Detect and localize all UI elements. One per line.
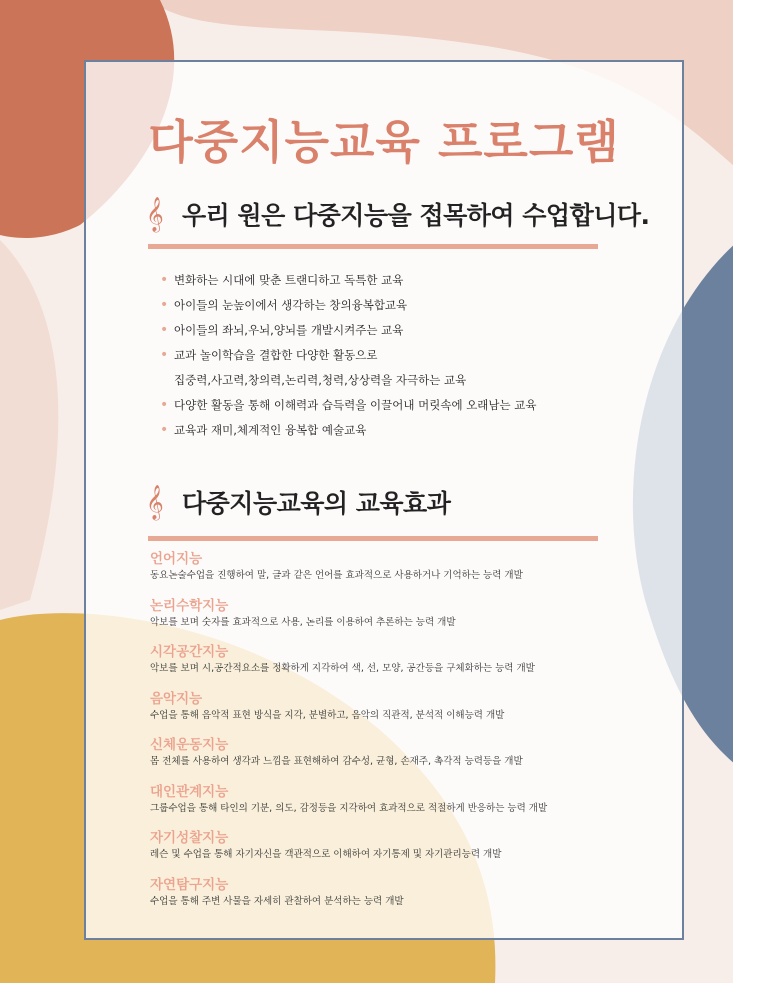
- effect-description: 레슨 및 수업을 통해 자기자신을 객관적으로 이해하여 자기통제 및 자기관리능력 개발: [150, 849, 502, 860]
- section-divider: [148, 536, 598, 541]
- effect-title: 대인관계지능: [150, 783, 229, 800]
- list-item: • 교육과 재미,체계적인 융복합 예술교육: [160, 422, 367, 438]
- list-item: • 교과 놀이학습을 결합한 다양한 활동으로: [160, 347, 378, 363]
- content-frame: [84, 60, 684, 940]
- effect-item: [150, 690, 680, 737]
- effect-title: 시각공간지능: [150, 644, 229, 660]
- features-list: [160, 268, 680, 443]
- list-item: • 다양한 활동을 통해 이해력과 습득력을 이끌어내 머릿속에 오래남는 교육: [160, 397, 537, 413]
- effect-description: 수업을 통해 주변 사물을 자세히 관찰하여 분석하는 능력 개발: [150, 895, 404, 907]
- section-heading-text: 다중지능교육의 교육효과: [182, 489, 451, 518]
- effect-item: [150, 736, 680, 783]
- list-item: • 아이들의 눈높이에서 생각하는 창의융복합교육: [160, 297, 408, 313]
- section-heading-2: [146, 484, 450, 520]
- effect-title: 자기성찰지능: [150, 830, 229, 846]
- section-divider: [148, 244, 598, 249]
- effect-description: 그룹수업을 통해 타인의 기분, 의도, 감정등을 지각하여 효과적으로 적절하게 반응하는 능력 개발: [150, 802, 548, 814]
- effect-description: 악보를 보며 시,공간적요소를 정확하게 지각하여 색, 선, 모양, 공간등을 구체화하는 능력 개발: [150, 663, 535, 674]
- treble-clef-icon: 𝄞: [146, 484, 164, 520]
- effect-description: 수업을 통해 음악적 표현 방식을 지각, 분별하고, 음악의 직관적, 분석적 이해능력 개발: [150, 709, 505, 721]
- effect-item: [150, 597, 680, 644]
- list-item: • 아이들의 좌뇌,우뇌,양뇌를 개발시켜주는 교육: [160, 322, 404, 338]
- list-item-continuation: 집중력,사고력,창의력,논리력,청력,상상력을 자극하는 교육: [174, 373, 467, 387]
- effect-title: 자연탐구지능: [150, 876, 229, 893]
- effect-item: [150, 876, 680, 923]
- effect-item: [150, 550, 680, 597]
- effect-title: 신체운동지능: [150, 737, 229, 753]
- section-heading-text: 우리 원은 다중지능을 접목하여 수업합니다.: [182, 201, 650, 230]
- effect-title: 음악지능: [150, 690, 203, 707]
- effect-title: 언어지능: [150, 551, 203, 567]
- list-item: • 변화하는 시대에 맞춘 트랜디하고 독특한 교육: [160, 272, 404, 288]
- effect-item: [150, 829, 680, 876]
- page-title: 다중지능교육 프로그램: [148, 115, 620, 169]
- effect-description: 몸 전체를 사용하여 생각과 느낌을 표현해하여 감수성, 균형, 손재주, 촉각적 능력등을 개발: [150, 756, 523, 767]
- effect-title: 논리수학지능: [150, 597, 229, 614]
- effect-item: [150, 643, 680, 690]
- section-heading-1: [146, 196, 650, 232]
- effect-item: [150, 783, 680, 830]
- effect-description: 악보를 보며 숫자를 효과적으로 사용, 논리를 이용하여 추론하는 능력 개발: [150, 616, 456, 628]
- treble-clef-icon: 𝄞: [146, 196, 164, 232]
- effect-description: 동요논술수업을 진행하여 말, 글과 같은 언어를 효과적으로 사용하거나 기억하는 능력 개발: [150, 570, 523, 581]
- page-right-margin: [733, 0, 773, 983]
- effects-list: [150, 550, 680, 922]
